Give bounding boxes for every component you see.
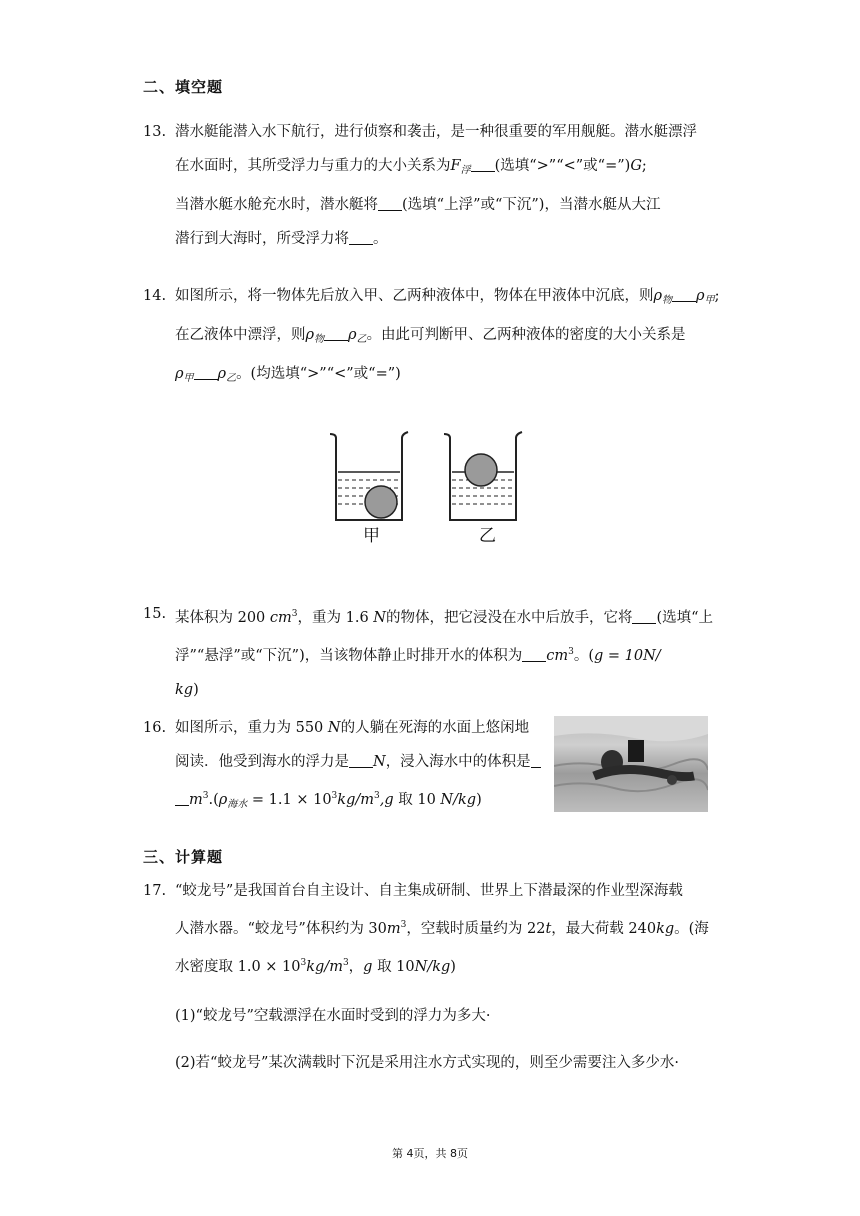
text: 人潜水器。“蛟龙号”体积约为 30 [175, 921, 387, 937]
superscript: 3 [342, 958, 349, 968]
beaker-figure [326, 428, 526, 548]
text: ) [476, 792, 482, 808]
question-14 [143, 279, 718, 396]
superscript: 3 [291, 609, 298, 619]
answer-blank[interactable] [324, 326, 348, 341]
gravity-symbol: G [630, 158, 642, 174]
question-number: 17. [143, 883, 167, 899]
q13-line-4 [143, 222, 718, 256]
unit: N/kg [440, 792, 477, 808]
superscript: 3 [300, 958, 307, 968]
unit: kg/m [337, 792, 374, 808]
rho-symbol: ρ [653, 288, 663, 304]
q16-line-3 [143, 779, 543, 822]
text: 。 [373, 231, 388, 247]
text: 如图所示，重力为 550 [175, 720, 328, 736]
subscript: 物 [662, 295, 673, 306]
question-number: 13. [143, 124, 167, 140]
unit: kg [656, 921, 675, 937]
unit: kg [175, 682, 194, 698]
answer-blank[interactable] [531, 753, 541, 768]
subscript: 甲 [183, 373, 194, 384]
superscript: 3 [400, 920, 407, 930]
page-footer: 第 4页，共 8页 [392, 1147, 468, 1160]
text: ，空载时质量约为 22 [406, 921, 546, 937]
unit: N [373, 610, 386, 626]
q17-subquestion-1: (1)“蛟龙号”空载漂浮在水面时受到的浮力为多大· [175, 1008, 491, 1024]
unit: m [386, 921, 401, 937]
text: 。(均选填“>”“<”或“=”) [236, 366, 401, 382]
unit: cm [269, 610, 292, 626]
unit: N/kg [414, 959, 451, 975]
q16-line-1 [143, 711, 543, 745]
superscript: 3 [331, 791, 338, 801]
answer-blank[interactable] [672, 287, 696, 302]
text: ) [450, 959, 456, 975]
text: (选填“上 [656, 610, 714, 626]
text: 取 10 [372, 959, 415, 975]
text: 阅读．他受到海水的浮力是 [175, 754, 349, 770]
question-16 [143, 711, 543, 822]
text: 。( [573, 648, 595, 664]
answer-blank[interactable] [378, 196, 402, 211]
answer-blank[interactable] [522, 647, 546, 662]
subscript: 浮 [460, 165, 471, 176]
q16-line-2 [143, 745, 543, 779]
text: 在水面时，其所受浮力与重力的大小关系为 [175, 158, 451, 174]
answer-blank[interactable] [471, 157, 495, 172]
q17-line-1: “蛟龙号”是我国首台自主设计、自主集成研制、世界上下潜最深的作业型深海载 [175, 883, 683, 899]
unit: cm [546, 648, 569, 664]
subscript: 乙 [356, 334, 367, 345]
answer-blank[interactable] [349, 230, 373, 245]
unit: N [327, 720, 341, 736]
q13-line-3 [143, 188, 718, 222]
rho-symbol: ρ [348, 327, 357, 343]
text: ，重为 1.6 [297, 610, 374, 626]
unit: kg/m [306, 959, 343, 975]
superscript: 3 [373, 791, 380, 801]
q14-line-1 [143, 279, 718, 318]
answer-blank[interactable] [349, 753, 373, 768]
text: ，最大荷载 240 [551, 921, 657, 937]
question-15 [143, 597, 718, 707]
dead-sea-photo [554, 716, 708, 812]
rho-symbol: ρ [696, 288, 705, 304]
text: ; [641, 158, 647, 174]
subscript: 乙 [226, 373, 237, 384]
gravity-symbol: g [363, 959, 373, 975]
subscript: 物 [314, 334, 325, 345]
text: 。由此可判断甲、乙两种液体的密度的大小关系是 [366, 327, 686, 343]
q13-line-2 [143, 149, 718, 188]
floating-object [465, 454, 497, 486]
q14-line-3 [143, 357, 718, 396]
text: 当潜水艇水舱充水时，潜水艇将 [175, 197, 378, 213]
beaker-jia [330, 432, 408, 520]
text: 某体积为 200 [175, 610, 270, 626]
question-number: 15. [143, 606, 167, 622]
text: = 1.1 × 10 [247, 792, 332, 808]
answer-blank[interactable] [632, 609, 656, 624]
text: 在乙液体中漂浮，则 [175, 327, 306, 343]
unit: t [545, 921, 552, 937]
text: (选填“上浮”或“下沉”)，当潜水艇从大江 [402, 197, 661, 213]
rho-symbol: ρ [305, 327, 315, 343]
subscript: 甲 [704, 295, 715, 306]
text: .( [208, 792, 219, 808]
text: 如图所示，将一物体先后放入甲、乙两种液体中，物体在甲液体中沉底，则 [175, 288, 654, 304]
subscript: 海水 [227, 799, 248, 810]
q13-line-1: 潜水艇能潜入水下航行，进行侦察和袭击，是一种很重要的军用舰艇。潜水艇漂浮 [175, 124, 697, 140]
rho-symbol: ρ [217, 366, 227, 382]
q14-line-2 [143, 318, 718, 357]
text: 取 10 [393, 792, 441, 808]
text: 的人躺在死海的水面上悠闲地 [340, 720, 530, 736]
q15-line-3 [143, 673, 718, 707]
answer-blank[interactable] [194, 365, 218, 380]
q15-line-2 [143, 635, 718, 673]
text: 潜行到大海时，所受浮力将 [175, 231, 349, 247]
text: ， [348, 959, 364, 975]
text: ，浸入海水中的体积是 [385, 754, 531, 770]
unit: m [189, 792, 203, 808]
question-17 [143, 874, 718, 984]
text: 的物体，把它浸没在水中后放手，它将 [385, 610, 633, 626]
answer-blank-cont[interactable] [175, 791, 189, 806]
label-jia: 甲 [363, 526, 380, 546]
q15-line-1 [143, 597, 718, 635]
section-title-fill-in: 二、填空题 [143, 78, 224, 96]
unit: N [373, 754, 386, 770]
label-yi: 乙 [479, 526, 496, 546]
text: ; [714, 288, 720, 304]
person-floating-image [554, 716, 708, 812]
sunk-object [365, 486, 397, 518]
section-title-calculation: 三、计算题 [143, 848, 224, 866]
text: 。(海 [674, 921, 709, 937]
question-13 [143, 115, 718, 256]
force-symbol: F [450, 158, 461, 174]
text: 水密度取 1.0 × 10 [175, 959, 301, 975]
superscript: 3 [202, 791, 209, 801]
superscript: 3 [568, 647, 574, 657]
beaker-yi [444, 432, 522, 520]
q17-line-3 [143, 946, 718, 984]
q17-subquestion-2: (2)若“蛟龙号”某次满载时下沉是采用注水方式实现的，则至少需要注入多少水· [175, 1055, 679, 1071]
q17-line-2 [143, 908, 718, 946]
text: ,g [379, 792, 394, 808]
text: (选填“>”“<”或“=”) [494, 158, 631, 174]
formula: g = 10N/ [594, 648, 661, 664]
question-number: 16. [143, 720, 167, 736]
rho-symbol: ρ [218, 792, 228, 808]
question-number: 14. [143, 288, 167, 304]
text: 浮”“悬浮”或“下沉”)，当该物体静止时排开水的体积为 [175, 648, 523, 664]
rho-symbol: ρ [175, 366, 184, 382]
text: ) [193, 682, 199, 698]
